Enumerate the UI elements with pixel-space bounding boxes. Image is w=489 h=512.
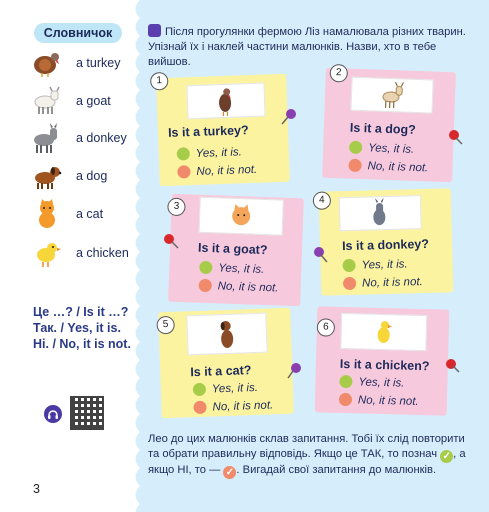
answer-yes[interactable]: Yes, it is. <box>339 375 404 390</box>
question-card-3 <box>168 194 304 307</box>
card-number: 5 <box>156 316 175 335</box>
no-dot-icon[interactable] <box>199 279 212 292</box>
answer-yes[interactable]: Yes, it is. <box>342 257 407 272</box>
turkey-icon <box>30 48 64 78</box>
phrase-is-it: Це …? / Is it …? <box>33 305 129 319</box>
wavy-edge <box>131 0 149 512</box>
question-card-6 <box>315 306 450 415</box>
vocab-item-dog <box>30 159 107 193</box>
bottom-instructions: Лео до цих малюнків склав запитання. Тобі їх слід повторити та обрати правильну відповідь. Якщо це ТАК, то познач ✓ , а якщо НІ, то — ✓ . Вигадай свої запитання до малюнків. <box>148 433 466 478</box>
vocab-item-turkey <box>30 46 120 80</box>
dog-sketch <box>186 313 267 356</box>
question-card-1 <box>156 74 290 186</box>
answer-no[interactable]: No, it is not. <box>177 163 257 179</box>
question-card-5 <box>158 308 294 419</box>
card-number: 1 <box>150 72 169 91</box>
no-dot-icon[interactable] <box>339 393 352 406</box>
yes-dot-icon[interactable] <box>199 261 212 274</box>
pushpin-icon <box>312 246 330 264</box>
checkmark-green-icon: ✓ <box>440 450 453 463</box>
vocab-item-donkey <box>30 121 127 155</box>
no-dot-icon[interactable] <box>348 159 361 172</box>
card-number: 4 <box>313 191 331 209</box>
vocabulary-title: Словничок <box>34 23 122 43</box>
card-number: 3 <box>167 198 186 217</box>
audio-icon[interactable] <box>44 405 62 423</box>
answer-no[interactable]: No, it is not. <box>348 159 428 175</box>
vocab-item-cat <box>30 197 103 231</box>
phrase-yes: Так. / Yes, it is. <box>33 321 121 335</box>
card-question: Is it a chicken? <box>339 356 430 374</box>
cat-sketch <box>199 197 284 236</box>
vocab-word: a turkey <box>76 56 121 70</box>
yes-dot-icon[interactable] <box>193 383 206 396</box>
pushpin-icon <box>162 232 180 250</box>
vocab-word: a donkey <box>76 131 127 145</box>
no-dot-icon[interactable] <box>343 277 356 290</box>
cat-icon <box>30 199 64 229</box>
donkey-sketch <box>339 195 422 231</box>
vocab-item-chicken <box>30 236 129 270</box>
yes-dot-icon[interactable] <box>339 375 352 388</box>
checkmark-red-icon: ✓ <box>223 466 236 479</box>
no-dot-icon[interactable] <box>177 165 190 178</box>
page-number: 3 <box>33 482 40 496</box>
vocab-word: a cat <box>76 207 104 221</box>
vocab-word: a dog <box>76 169 108 183</box>
task-instructions <box>148 24 478 70</box>
card-question: Is it a donkey? <box>341 236 430 254</box>
answer-no[interactable]: No, it is not. <box>193 398 273 414</box>
vocab-item-goat <box>30 84 111 118</box>
yes-dot-icon[interactable] <box>342 259 355 272</box>
donkey-icon <box>30 123 64 153</box>
answer-yes[interactable]: Yes, it is. <box>177 145 242 160</box>
qr-code-icon[interactable] <box>70 396 104 430</box>
vocab-word: a chicken <box>76 246 129 260</box>
key-phrases <box>33 304 131 352</box>
question-card-2 <box>322 68 456 182</box>
card-question: Is it a turkey? <box>167 123 249 140</box>
dog-icon <box>30 161 64 191</box>
answer-yes[interactable]: Yes, it is. <box>349 141 414 156</box>
card-number: 2 <box>329 64 348 83</box>
goat-sketch <box>350 77 433 114</box>
answer-yes[interactable]: Yes, it is. <box>199 261 264 276</box>
answer-yes[interactable]: Yes, it is. <box>193 381 258 396</box>
phrase-no: Ні. / No, it is not. <box>33 337 131 351</box>
turkey-sketch <box>186 83 265 120</box>
chicken-sketch <box>340 313 427 351</box>
answer-no[interactable]: No, it is not. <box>343 275 423 290</box>
question-card-4 <box>319 188 454 295</box>
pushpin-icon <box>280 108 298 126</box>
card-question: Is it a cat? <box>190 363 252 380</box>
sticker-task-icon <box>148 24 161 37</box>
card-number: 6 <box>317 318 335 336</box>
pushpin-icon <box>286 362 304 380</box>
answer-no[interactable]: No, it is not. <box>199 279 279 295</box>
vocab-word: a goat <box>76 94 111 108</box>
yes-dot-icon[interactable] <box>349 141 362 154</box>
goat-icon <box>30 86 64 116</box>
pushpin-icon <box>446 128 464 146</box>
card-question: Is it a goat? <box>197 240 268 258</box>
vocabulary-column <box>0 0 140 512</box>
card-question: Is it a dog? <box>349 120 417 137</box>
pushpin-icon <box>444 356 462 374</box>
no-dot-icon[interactable] <box>193 401 206 414</box>
yes-dot-icon[interactable] <box>177 147 190 160</box>
intro-text: Після прогулянки фермою Ліз намалювала різних тварин. Упізнай їх і наклей частини малюнків. Назви, хто в тебе вийшов. <box>148 26 466 68</box>
answer-no[interactable]: No, it is not. <box>339 393 419 408</box>
chicken-icon <box>30 238 64 268</box>
